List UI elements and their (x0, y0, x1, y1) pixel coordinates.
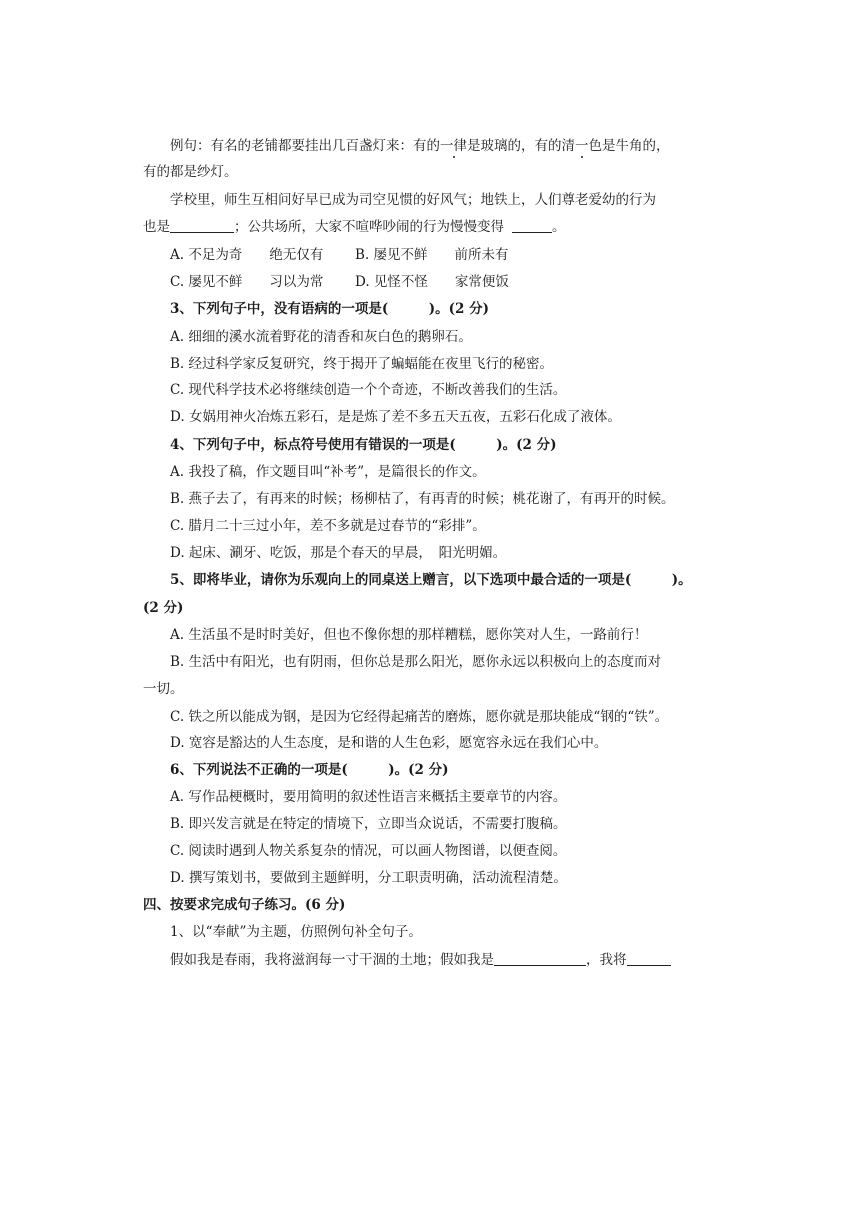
question-6-title: 6、下列说法不正确的一项是( )。(2 分) (170, 762, 449, 778)
q3-option-a: A. 细细的溪水流着野花的清香和灰白色的鹅卵石。 (170, 329, 472, 345)
example-text: 有名的老铺都要挂出几百盏灯来：有的 (210, 138, 440, 154)
answer-blank-3[interactable] (494, 951, 586, 966)
emphasis-dotted-word: 一律 (440, 138, 467, 154)
q6-option-a: A. 写作品梗概时，要用简明的叙述性语言来概括主要章节的内容。 (170, 789, 567, 805)
answer-blank-1[interactable] (170, 218, 234, 233)
example-line-2: 有的都是纱灯。 (143, 164, 238, 180)
question-4-title: 4、下列句子中，标点符号使用有错误的一项是( )。(2 分) (170, 437, 557, 453)
section-4-heading: 四、按要求完成句子练习。(6 分) (143, 897, 346, 913)
section-4-item-1: 1、以“奉献”为主题，仿照例句补全句子。 (170, 924, 422, 940)
q4-option-a: A. 我投了稿，作文题目叫“补考”，是篇很长的作文。 (170, 464, 486, 480)
option-d: D. 见怪不怪 家常便饭 (355, 274, 509, 290)
q5-option-b: B. 生活中有阳光，也有阴雨，但你总是那么阳光，愿你永远以积极向上的态度而对 (170, 654, 662, 670)
answer-blank-2[interactable] (512, 218, 552, 233)
q4-option-c: C. 腊月二十三过小年，差不多就是过春节的“彩排”。 (170, 518, 486, 534)
section-4-example: 假如我是春雨，我将滋润每一寸干涸的土地；假如我是 ，我将 (170, 950, 700, 970)
example-text: 是玻璃的，有的 (467, 138, 562, 154)
sentence-line-2: 也是 ；公共场所，大家不喧哗吵闹的行为慢慢变得 。 (143, 219, 566, 235)
example-label: 例句： (170, 138, 211, 154)
q5-option-c: C. 铁之所以能成为钢，是因为它经得起痛苦的磨炼，愿你就是那块能成“钢的“铁”。 (170, 709, 669, 725)
q3-option-c: C. 现代科学技术必将继续创造一个个奇迹，不断改善我们的生活。 (170, 382, 567, 398)
q6-option-c: C. 阅读时遇到人物关系复杂的情况，可以画人物图谱，以便查阅。 (170, 843, 567, 859)
option-a: A. 不足为奇 绝无仅有 (170, 247, 324, 263)
q3-option-d: D. 女娲用神火冶炼五彩石，是是炼了差不多五天五夜，五彩石化成了液体。 (170, 409, 621, 425)
example-line-1 (170, 136, 700, 156)
q4-option-d: D. 起床、涮牙、吃饭，那是个春天的早晨， 阳光明媚。 (170, 545, 507, 561)
q2-options-row-2 (170, 272, 700, 292)
question-3-title: 3、下列句子中，没有语病的一项是( )。(2 分) (170, 301, 490, 317)
option-b: B. 屡见不鲜 前所未有 (355, 247, 509, 263)
q5-option-d: D. 宽容是豁达的人生态度，是和谐的人生色彩，愿宽容永远在我们心中。 (170, 735, 608, 751)
emphasis-dotted-word: 清一色 (561, 138, 602, 154)
q5-option-b-cont: 一切。 (143, 681, 184, 697)
example-text: 是牛角的， (602, 138, 670, 154)
q4-option-b: B. 燕子去了，有再来的时候；杨柳枯了，有再青的时候；桃花谢了，有再开的时候。 (170, 491, 675, 507)
q2-options-row-1 (170, 245, 700, 265)
option-c: C. 屡见不鲜 习以为常 (170, 274, 324, 290)
answer-blank-4[interactable] (627, 951, 671, 966)
question-5-title: 5、即将毕业，请你为乐观向上的同桌送上赠言，以下选项中最合适的一项是( )。 (170, 572, 692, 588)
q3-option-b: B. 经过科学家反复研究，终于揭开了蝙蝠能在夜里飞行的秘密。 (170, 356, 554, 372)
q6-option-d: D. 撰写策划书，要做到主题鲜明，分工职责明确，活动流程清楚。 (170, 870, 567, 886)
q6-option-b: B. 即兴发言就是在特定的情境下，立即当众说话，不需要打腹稿。 (170, 816, 567, 832)
sentence-line-1: 学校里，师生互相问好早已成为司空见惯的好风气；地铁上，人们尊老爱幼的行为 (170, 192, 656, 208)
q5-option-a: A. 生活虽不是时时美好，但也不像你想的那样糟糕，愿你笑对人生，一路前行！ (170, 627, 648, 643)
question-5-score: (2 分) (143, 600, 184, 616)
